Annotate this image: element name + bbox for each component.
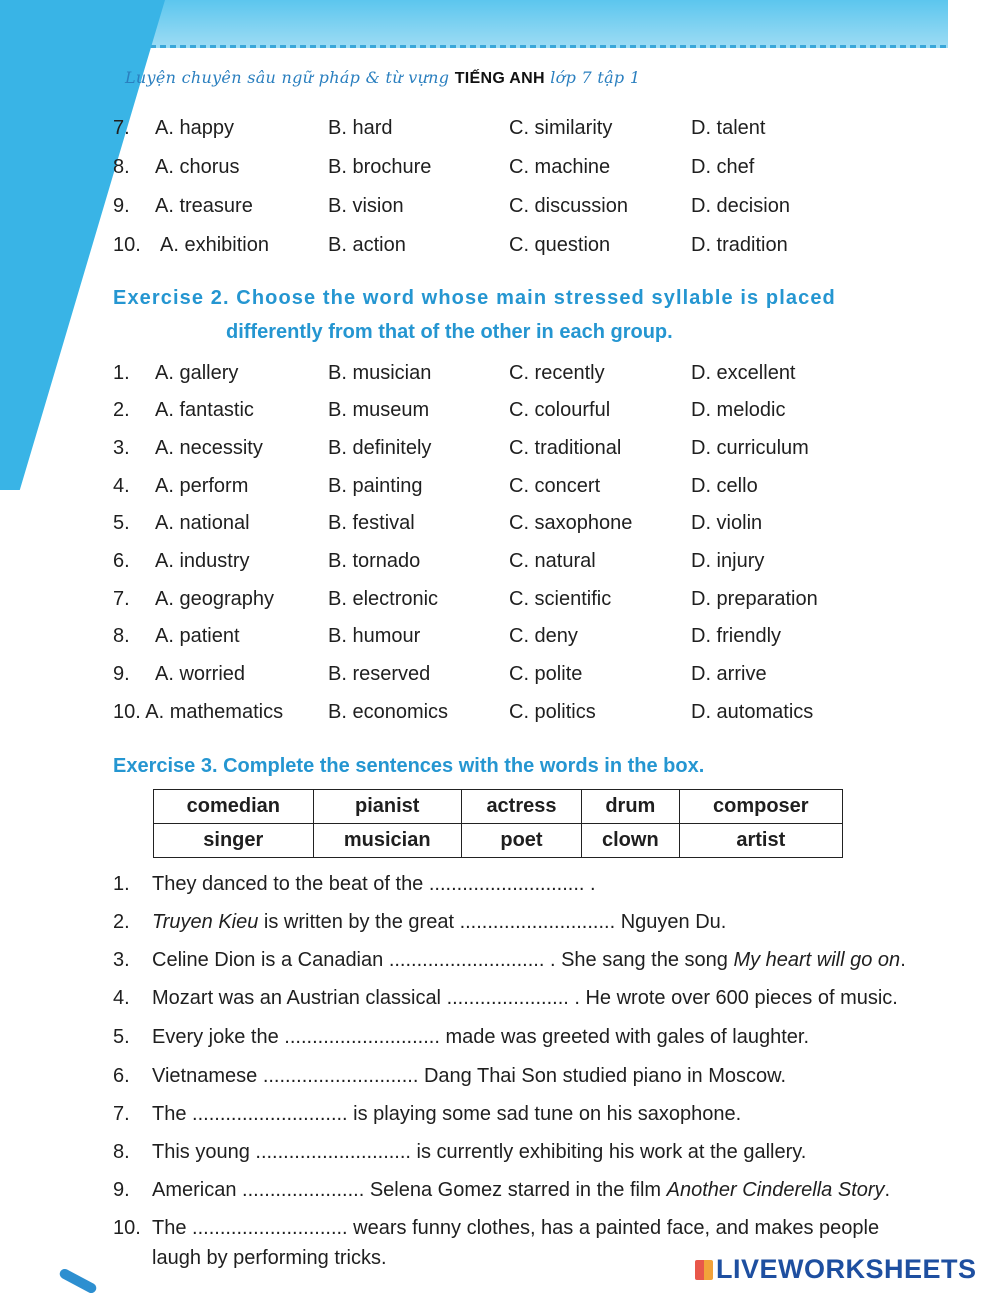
option-c: C. machine <box>509 156 611 178</box>
logo-text: LIVEWORKSHEETS <box>716 1254 977 1284</box>
sentence-part: made was greeted with gales of laughter. <box>439 1026 810 1048</box>
sentence-number: 5. <box>113 1026 130 1048</box>
liveworksheets-logo <box>695 1254 977 1285</box>
exercise2-row <box>0 512 1000 542</box>
sentence-number: 8. <box>113 1141 130 1163</box>
word-box-cell: composer <box>679 790 842 824</box>
question-number: 2. <box>113 399 130 421</box>
option-b: B. humour <box>328 625 421 647</box>
sentence-text <box>152 873 596 896</box>
option-b: B. action <box>328 234 406 256</box>
option-c: C. saxophone <box>509 512 633 534</box>
option-a: A. perform <box>155 475 249 497</box>
word-box <box>153 789 843 858</box>
sentence-part: Celine Dion is a Canadian <box>152 949 389 971</box>
exercise1-row <box>0 234 1000 264</box>
word-box-cell: artist <box>679 824 842 858</box>
sentence-italic: My heart will go on <box>733 949 901 971</box>
sentence-italic: Truyen Kieu <box>152 911 259 933</box>
option-c: C. question <box>509 234 611 256</box>
question-number: 8. <box>113 156 130 178</box>
sentence-part: . She sang the song <box>544 949 734 971</box>
option-c: C. politics <box>509 701 596 723</box>
option-b: B. musician <box>328 362 432 384</box>
sentence-part: wears funny clothes, has a painted face, and makes people <box>347 1217 880 1239</box>
sentence-part: is currently exhibiting his work at the gallery. <box>410 1141 807 1163</box>
option-a: A. chorus <box>155 156 240 178</box>
question-number: 7. <box>113 117 130 139</box>
answer-blank[interactable]: ............................ <box>388 949 545 971</box>
option-c: C. deny <box>509 625 578 647</box>
option-a: A. national <box>155 512 250 534</box>
sentence-part: . He wrote over 600 pieces of music. <box>568 987 898 1009</box>
option-c: C. similarity <box>509 117 613 139</box>
sentence-part: Selena Gomez starred in the film <box>364 1179 667 1201</box>
option-c: C. natural <box>509 550 596 572</box>
header-title-prefix: Luyện chuyên sâu ngữ pháp & từ vựng <box>125 68 450 87</box>
word-box-cell: comedian <box>154 790 314 824</box>
sentence-number: 10. <box>113 1217 141 1239</box>
sentence-text <box>152 1065 786 1088</box>
option-d: D. preparation <box>691 588 818 610</box>
sentence-number: 9. <box>113 1179 130 1201</box>
option-d: D. friendly <box>691 625 782 647</box>
answer-blank[interactable]: ............................ <box>262 1065 419 1087</box>
sentence-text <box>152 1103 741 1126</box>
sentence-part: . <box>900 949 906 971</box>
exercise2-row <box>0 701 1000 731</box>
exercise3-heading: Exercise 3. Complete the sentences with the words in the box. <box>113 755 705 777</box>
option-c: C. traditional <box>509 437 622 459</box>
option-a: A. fantastic <box>155 399 254 421</box>
option-b: B. brochure <box>328 156 432 178</box>
sentence-part: The <box>152 1103 193 1125</box>
option-a: A. industry <box>155 550 250 572</box>
word-box-cell: clown <box>582 824 680 858</box>
word-box-row <box>154 824 843 858</box>
sentence-part: They danced to the beat of the <box>152 873 429 895</box>
answer-blank[interactable]: ...................... <box>446 987 569 1009</box>
pen-icon <box>58 1267 98 1295</box>
sentence-text: laugh by performing tricks. <box>152 1247 387 1269</box>
option-b: B. painting <box>328 475 423 497</box>
word-box-cell: actress <box>461 790 581 824</box>
answer-blank[interactable]: ............................ <box>459 911 616 933</box>
option-c: C. scientific <box>509 588 612 610</box>
exercise2-row <box>0 663 1000 693</box>
question-number: 7. <box>113 588 130 610</box>
question-number-with-option-a: 10. A. mathematics <box>113 701 284 723</box>
option-d: D. automatics <box>691 701 814 723</box>
exercise2-row <box>0 550 1000 580</box>
exercise2-row <box>0 625 1000 655</box>
word-box-cell: musician <box>313 824 461 858</box>
option-a: A. happy <box>155 117 234 139</box>
sentence-number: 4. <box>113 987 130 1009</box>
sentence-text <box>152 1026 809 1049</box>
exercise1-row <box>0 156 1000 186</box>
option-d: D. tradition <box>691 234 788 256</box>
question-number: 9. <box>113 195 130 217</box>
sentence-part: The <box>152 1217 193 1239</box>
question-number: 3. <box>113 437 130 459</box>
question-number: 9. <box>113 663 130 685</box>
sentence-part: This young <box>152 1141 256 1163</box>
option-d: D. decision <box>691 195 790 217</box>
option-d: D. cello <box>691 475 758 497</box>
question-number: 6. <box>113 550 130 572</box>
question-number: 4. <box>113 475 130 497</box>
sentence-part: is playing some sad tune on his saxophone. <box>347 1103 742 1125</box>
option-d: D. chef <box>691 156 755 178</box>
question-number: 8. <box>113 625 130 647</box>
sentence-text <box>152 911 726 934</box>
exercise2-row <box>0 588 1000 618</box>
option-c: C. discussion <box>509 195 628 217</box>
sentence-text <box>152 1141 806 1164</box>
sentence-part: . <box>884 1179 891 1201</box>
header-banner <box>130 0 948 48</box>
answer-blank[interactable]: ............................ <box>284 1026 440 1048</box>
word-box-row <box>154 790 843 824</box>
sentence-italic: Another Cinderella Story <box>666 1179 885 1201</box>
sentence-part: . <box>584 873 596 895</box>
sentence-part: Nguyen Du. <box>615 911 727 933</box>
word-box-cell: drum <box>582 790 680 824</box>
answer-blank[interactable]: ............................ <box>192 1103 348 1125</box>
option-d: D. injury <box>691 550 765 572</box>
answer-blank[interactable]: ............................ <box>255 1141 411 1163</box>
option-d: D. excellent <box>691 362 796 384</box>
exercise2-row <box>0 399 1000 429</box>
option-c: C. recently <box>509 362 605 384</box>
sentence-number: 2. <box>113 911 130 933</box>
word-box-cell: poet <box>461 824 581 858</box>
option-d: D. talent <box>691 117 766 139</box>
option-b: B. hard <box>328 117 393 139</box>
option-a: A. gallery <box>155 362 239 384</box>
sentence-part: Mozart was an Austrian classical <box>152 987 447 1009</box>
sentence-part: Vietnamese <box>152 1065 263 1087</box>
option-b: B. reserved <box>328 663 431 685</box>
question-number: 10. <box>113 234 141 256</box>
option-c: C. polite <box>509 663 583 685</box>
sentence-text <box>152 987 898 1010</box>
sentence-number: 6. <box>113 1065 130 1087</box>
option-b: B. economics <box>328 701 449 723</box>
option-d: D. arrive <box>691 663 767 685</box>
answer-blank[interactable]: ...................... <box>242 1179 365 1201</box>
question-number: 1. <box>113 362 130 384</box>
page-header <box>125 68 640 88</box>
exercise2-row <box>0 437 1000 467</box>
option-b: B. vision <box>328 195 404 217</box>
header-title-bold: TIẾNG ANH <box>454 70 545 87</box>
option-b: B. museum <box>328 399 430 421</box>
logo-icon <box>695 1260 713 1280</box>
exercise2-heading-line2: differently from that of the other in each group. <box>226 321 673 343</box>
word-box-cell: singer <box>154 824 314 858</box>
word-box-cell: pianist <box>313 790 461 824</box>
option-a: A. patient <box>155 625 240 647</box>
option-b: B. festival <box>328 512 415 534</box>
sentence-text <box>152 949 906 972</box>
sentence-part: Every joke the <box>152 1026 285 1048</box>
option-a: A. treasure <box>155 195 253 217</box>
option-a: A. necessity <box>155 437 263 459</box>
option-d: D. melodic <box>691 399 786 421</box>
exercise2-heading-line1: Exercise 2. Choose the word whose main stressed syllable is placed <box>113 287 836 309</box>
sentence-part: Dang Thai Son studied piano in Moscow. <box>418 1065 787 1087</box>
option-d: D. curriculum <box>691 437 809 459</box>
option-c: C. concert <box>509 475 601 497</box>
question-number: 5. <box>113 512 130 534</box>
exercise1-row <box>0 117 1000 147</box>
sentence-number: 1. <box>113 873 130 895</box>
sentence-text <box>152 1217 879 1240</box>
header-title-suffix: lớp 7 tập 1 <box>550 68 641 87</box>
option-a: A. exhibition <box>160 234 269 256</box>
option-c: C. colourful <box>509 399 611 421</box>
exercise2-row <box>0 362 1000 392</box>
option-b: B. tornado <box>328 550 421 572</box>
sentence-text <box>152 1179 890 1202</box>
option-a: A. geography <box>155 588 274 610</box>
answer-blank[interactable]: ............................ <box>428 873 585 895</box>
option-b: B. electronic <box>328 588 439 610</box>
exercise2-row <box>0 475 1000 505</box>
answer-blank[interactable]: ............................ <box>192 1217 348 1239</box>
sentence-number: 7. <box>113 1103 130 1125</box>
option-b: B. definitely <box>328 437 432 459</box>
option-d: D. violin <box>691 512 763 534</box>
sentence-number: 3. <box>113 949 130 971</box>
sentence-part: American <box>152 1179 243 1201</box>
option-a: A. worried <box>155 663 246 685</box>
exercise1-row <box>0 195 1000 225</box>
sentence-part: is written by the great <box>258 911 460 933</box>
